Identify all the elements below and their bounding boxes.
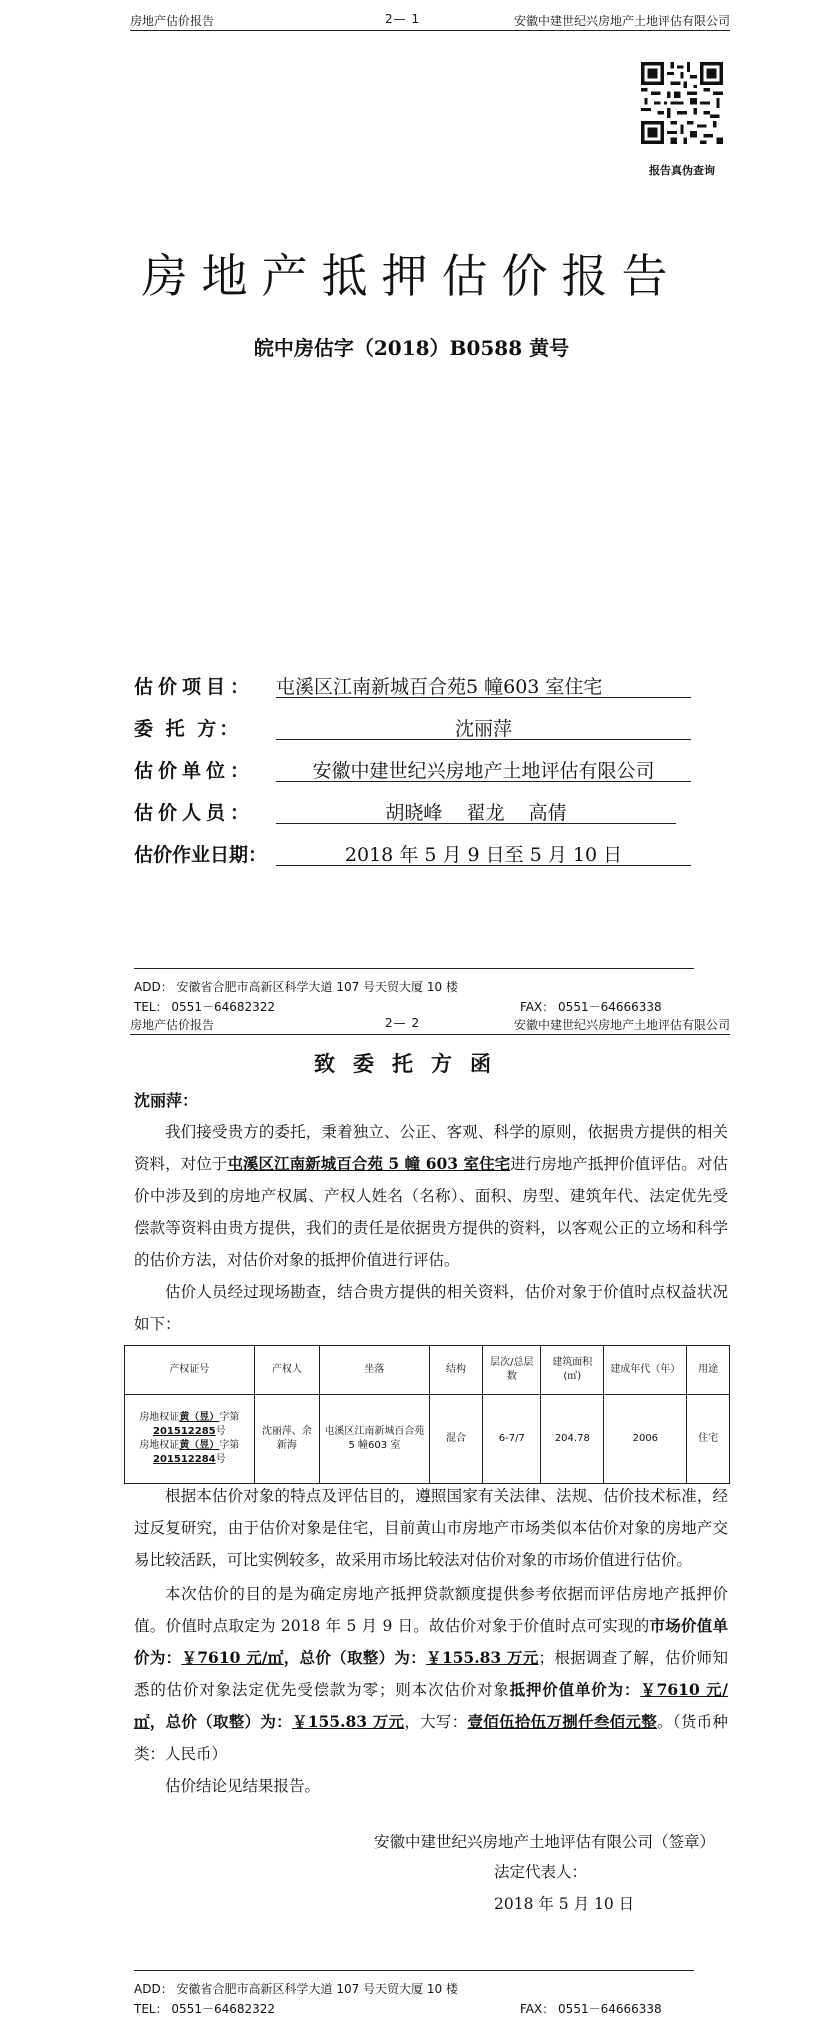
p4-market-total-value: ￥155.83 万元 [426,1648,539,1667]
report-title: 房地产抵押估价报告 [141,249,682,303]
header-left-title: 房地产估价报告 [130,1018,215,1032]
cert1-number: 201512285 [153,1426,216,1437]
p4-text-d: 。（货币种类：人民币） [134,1713,728,1763]
client-label: 委 托 方： [134,718,242,740]
legal-representative: 法定代表人： [494,1863,588,1881]
footer-tel: TEL： 0551－64682322 [134,1000,276,1014]
cert2-suffix: 字第 [219,1440,240,1451]
col-area: 建筑面积(㎡) [541,1346,604,1395]
cert2-mid: 黄（昱） [179,1440,220,1451]
letter-date: 2018 年 5 月 10 日 [494,1895,635,1913]
p4-mortgage-unit-label: 抵押价值单价为： [509,1680,641,1699]
footer-tel: TEL： 0551－64682322 [134,2002,276,2016]
p4-text-b: ；根据调查了解，估价师知悉的估价对象法定优先受偿款为零；则本次估价对象 [134,1649,728,1699]
cell-location: 屯溪区江南新城百合苑5 幢603 室 [320,1395,430,1484]
cell-year: 2006 [604,1395,687,1484]
p4-mortgage-total-value: ￥155.83 万元 [291,1712,405,1731]
page-header [130,8,730,31]
p4-market-total-label: ，总价（取整）为： [283,1648,427,1667]
client-value: 沈丽萍 [276,714,691,740]
client-row [134,714,694,744]
header-company: 安徽中建世纪兴房地产土地评估有限公司 [513,14,730,28]
cell-area: 204.78 [541,1395,604,1484]
p1-property-address: 屯溪区江南新城百合苑 5 幢 603 室住宅 [227,1154,511,1173]
footer-divider [134,1970,694,1971]
project-value: 屯溪区江南新城百合苑5 幢603 室住宅 [276,672,691,698]
property-table [124,1345,730,1484]
paragraph-3: 根据本估价对象的特点及评估目的，遵照国家有关法律、法规、估价技术标准，经过反复研究，由于估价对象是住宅，目前黄山市房地产市场类似本估价对象的房地产交易比较活跃，可比实例较多，故采用市场比较法对估价对象的市场价值进行估价。 [134,1487,728,1569]
paragraph-5: 估价结论见结果报告。 [165,1777,321,1795]
cell-floor: 6-7/7 [483,1395,541,1484]
col-floor: 层次/总层数 [483,1346,541,1395]
cert2-end: 号 [215,1454,226,1465]
letter-title: 致委托方函 [314,1051,509,1076]
page-header [130,1012,730,1035]
p1-text-a: 我们接受贵方的委托，秉着独立、公正、客观、科学的原则，依据贵方提供的相关资料，对位于 [134,1123,728,1173]
signing-company: 安徽中建世纪兴房地产土地评估有限公司（签章） [374,1833,716,1851]
table-row [125,1395,730,1484]
header-left-title: 房地产估价报告 [130,14,215,28]
col-cert: 产权证号 [125,1346,255,1395]
footer-address: ADD： 安徽省合肥市高新区科学大道 107 号天贸大厦 10 楼 [134,980,458,994]
cert2-number: 201512284 [153,1454,216,1465]
p4-text-c: ，大写： [404,1713,468,1731]
header-company: 安徽中建世纪兴房地产土地评估有限公司 [513,1018,730,1032]
cert1-mid: 黄（昱） [179,1412,220,1423]
p4-mortgage-unit-value: ￥7610 元/㎡ [134,1680,728,1731]
appraiser-unit-value: 安徽中建世纪兴房地产土地评估有限公司 [276,756,691,782]
appraiser-unit-row [134,756,694,786]
footer-divider [134,968,694,969]
appraisers-value: 胡晓峰 翟龙 高倩 [276,798,676,824]
col-use: 用途 [687,1346,730,1395]
col-year: 建成年代（年） [604,1346,687,1395]
qr-caption: 报告真伪查询 [649,164,715,177]
cert2-prefix: 房地权证 [139,1440,180,1451]
p4-market-unit-label: 市场价值单价为： [134,1616,728,1667]
cert1-end: 号 [215,1426,226,1437]
p1-text-b: 进行房地产抵押价值评估。对估价中涉及到的房地产权属、产权人姓名（名称）、面积、房型、建筑年代、法定优先受偿款等资料由贵方提供，我们的责任是依据贵方提供的资料，以客观公正的立场和科学的估价方法，对估价对象的抵押价值进行评估。 [134,1155,728,1269]
col-structure: 结构 [429,1346,483,1395]
cell-owner: 沈丽萍、余新海 [254,1395,320,1484]
p4-mortgage-total-label: ，总价（取整）为： [149,1712,292,1731]
work-date-value: 2018 年 5 月 9 日至 5 月 10 日 [276,840,691,866]
table-header-row [125,1346,730,1395]
footer-fax: FAX： 0551－64666338 [520,1000,662,1014]
p4-market-unit-value: ￥7610 元/㎡ [181,1648,284,1667]
header-page-number: 2— 1 [385,12,421,26]
col-owner: 产权人 [254,1346,320,1395]
project-row [134,672,694,702]
salutation: 沈丽萍： [134,1091,199,1110]
report-number: 皖中房估字（2018）B0588 黄号 [253,336,570,360]
cert1-prefix: 房地权证 [139,1412,180,1423]
paragraph-2: 估价人员经过现场勘查，结合贵方提供的相关资料，估价对象于价值时点权益状况如下： [134,1283,728,1333]
footer-fax: FAX： 0551－64666338 [520,2002,662,2016]
appraisers-label: 估价人员： [134,802,255,824]
p4-text-a: 本次估价的目的是为确定房地产抵押贷款额度提供参考依据而评估房地产抵押价值。价值时点取定为 2018 年 5 月 9 日。故估价对象于价值时点可实现的 [134,1585,728,1635]
cert1-suffix: 字第 [219,1412,240,1423]
appraiser-unit-label: 估价单位： [134,760,255,782]
qr-code-icon[interactable] [641,62,723,144]
footer-address: ADD： 安徽省合肥市高新区科学大道 107 号天贸大厦 10 楼 [134,1982,458,1996]
work-date-row [134,840,694,870]
project-label: 估价项目： [134,676,255,698]
cell-structure: 混合 [429,1395,483,1484]
cell-use: 住宅 [687,1395,730,1484]
paragraph-1 [134,1116,728,1276]
paragraph-4 [134,1578,728,1770]
letter-page [0,1016,823,2040]
cell-cert [125,1395,255,1484]
col-location: 坐落 [320,1346,430,1395]
appraisers-row [134,798,694,828]
p4-amount-in-words: 壹佰伍拾伍万捌仟叁佰元整 [467,1712,658,1731]
work-date-label: 估价作业日期： [134,844,268,866]
header-page-number: 2— 2 [385,1016,421,1030]
